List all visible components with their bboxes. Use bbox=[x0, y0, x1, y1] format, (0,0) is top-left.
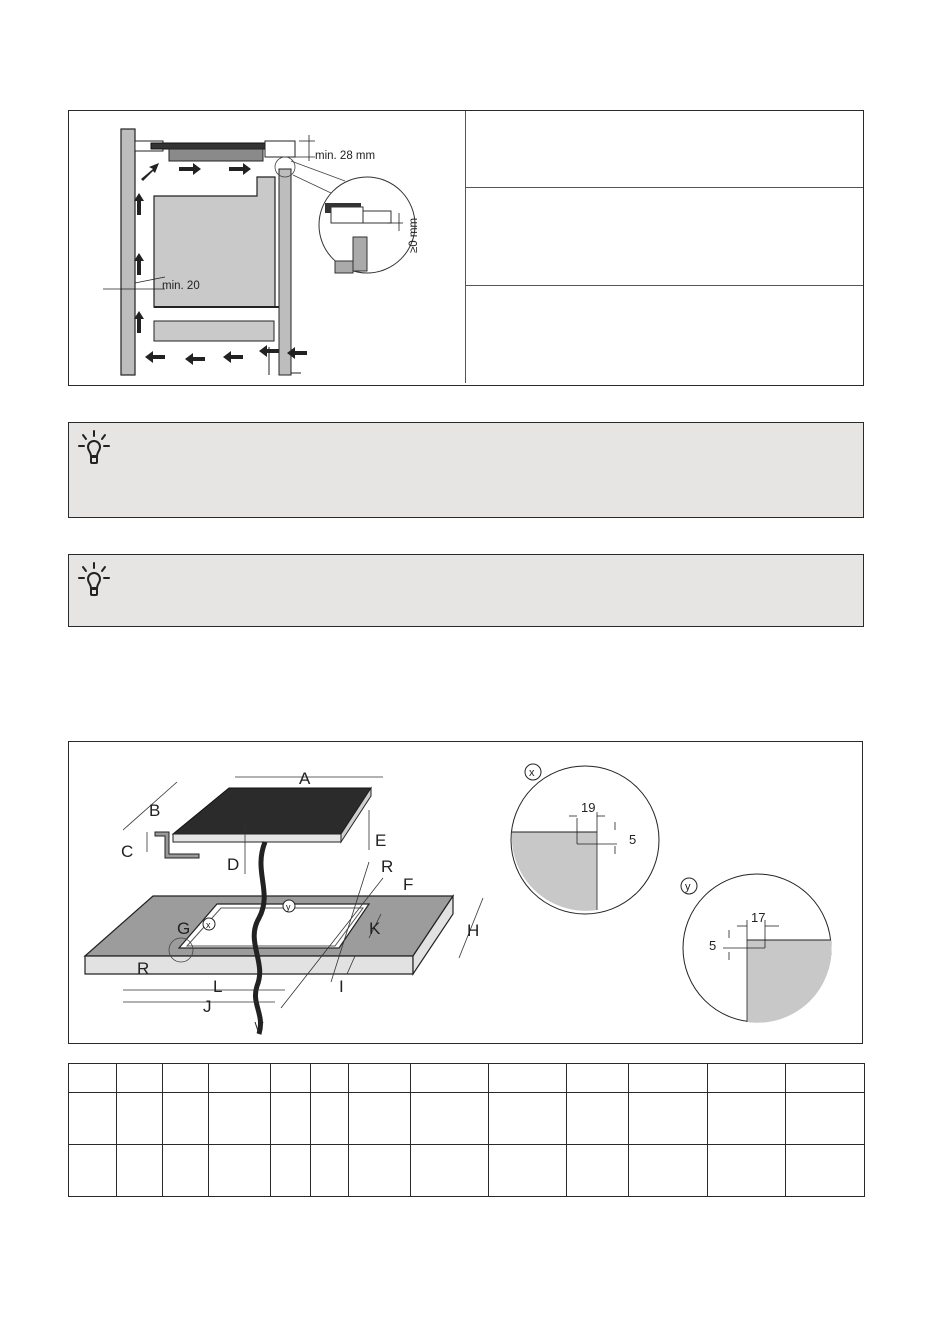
table-cell bbox=[311, 1064, 349, 1093]
table-cell bbox=[349, 1093, 411, 1145]
dim-letter-F: F bbox=[403, 875, 414, 894]
dim-letter-L: L bbox=[213, 977, 223, 996]
detail-y-depth: 5 bbox=[709, 938, 717, 953]
dim-letter-K: K bbox=[369, 919, 381, 938]
dimension-figure-box bbox=[68, 741, 863, 1044]
dim-letter-B: B bbox=[149, 801, 161, 820]
table-cell bbox=[311, 1145, 349, 1197]
table-cell bbox=[489, 1093, 567, 1145]
table-cell bbox=[786, 1145, 865, 1197]
table-cell bbox=[567, 1145, 629, 1197]
tip-box-1 bbox=[68, 422, 864, 518]
dim-letter-I: I bbox=[339, 977, 344, 996]
dim-letter-R-bottom: R bbox=[137, 959, 150, 978]
table-row bbox=[69, 1064, 865, 1093]
figure-vertical-divider bbox=[465, 111, 466, 383]
table-cell bbox=[117, 1064, 163, 1093]
dimension-table bbox=[68, 1063, 865, 1197]
table-cell bbox=[209, 1064, 271, 1093]
detail-x-marker: x bbox=[529, 767, 535, 779]
table-cell bbox=[117, 1093, 163, 1145]
table-cell bbox=[708, 1093, 786, 1145]
table-cell bbox=[411, 1145, 489, 1197]
table-cell bbox=[163, 1145, 209, 1197]
table-cell bbox=[311, 1093, 349, 1145]
dimension-diagram bbox=[69, 742, 861, 1042]
table-cell bbox=[69, 1064, 117, 1093]
table-cell bbox=[271, 1093, 311, 1145]
table-cell bbox=[271, 1145, 311, 1197]
table-row bbox=[69, 1145, 865, 1197]
table-cell bbox=[489, 1145, 567, 1197]
table-cell bbox=[629, 1145, 708, 1197]
table-cell bbox=[411, 1093, 489, 1145]
dim-letter-C: C bbox=[121, 842, 134, 861]
top-gap-label: min. 28 mm bbox=[315, 150, 376, 162]
dim-letter-R-top: R bbox=[381, 857, 394, 876]
table-cell bbox=[708, 1145, 786, 1197]
lightbulb-icon bbox=[77, 561, 111, 599]
dim-letter-H: H bbox=[467, 921, 480, 940]
table-cell bbox=[271, 1064, 311, 1093]
tip-box-2 bbox=[68, 554, 864, 627]
table-cell bbox=[117, 1145, 163, 1197]
ventilation-text-cell-3 bbox=[465, 286, 863, 383]
dim-letter-J: J bbox=[203, 997, 212, 1016]
detail-x-depth: 5 bbox=[629, 832, 637, 847]
ventilation-diagram bbox=[69, 111, 465, 383]
table-cell bbox=[69, 1145, 117, 1197]
table-cell bbox=[786, 1093, 865, 1145]
table-cell bbox=[708, 1064, 786, 1093]
table-cell bbox=[567, 1093, 629, 1145]
detail-x-width: 19 bbox=[581, 800, 596, 815]
marker-y-small: y bbox=[286, 902, 291, 912]
table-cell bbox=[349, 1145, 411, 1197]
table-cell bbox=[786, 1064, 865, 1093]
dim-letter-E: E bbox=[375, 831, 387, 850]
detail-gap-label: ≥0 mm bbox=[408, 217, 420, 253]
ventilation-text-cell-1 bbox=[465, 111, 863, 187]
table-cell bbox=[567, 1064, 629, 1093]
dim-letter-D: D bbox=[227, 855, 240, 874]
table-cell bbox=[69, 1093, 117, 1145]
ventilation-figure-box bbox=[68, 110, 864, 386]
table-cell bbox=[629, 1093, 708, 1145]
table-row bbox=[69, 1093, 865, 1145]
dim-letter-A: A bbox=[299, 769, 311, 788]
dim-letter-G: G bbox=[177, 919, 191, 938]
table-cell bbox=[411, 1064, 489, 1093]
marker-x-small: x bbox=[206, 920, 211, 930]
table-cell bbox=[209, 1093, 271, 1145]
ventilation-text-cell-2 bbox=[465, 188, 863, 285]
table-cell bbox=[629, 1064, 708, 1093]
table-cell bbox=[489, 1064, 567, 1093]
table-cell bbox=[163, 1093, 209, 1145]
table-cell bbox=[163, 1064, 209, 1093]
side-gap-label: min. 20 bbox=[162, 280, 200, 292]
table-cell bbox=[349, 1064, 411, 1093]
table-cell bbox=[209, 1145, 271, 1197]
detail-y-marker: y bbox=[685, 881, 691, 893]
detail-y-width: 17 bbox=[751, 910, 766, 925]
lightbulb-icon bbox=[77, 429, 111, 467]
